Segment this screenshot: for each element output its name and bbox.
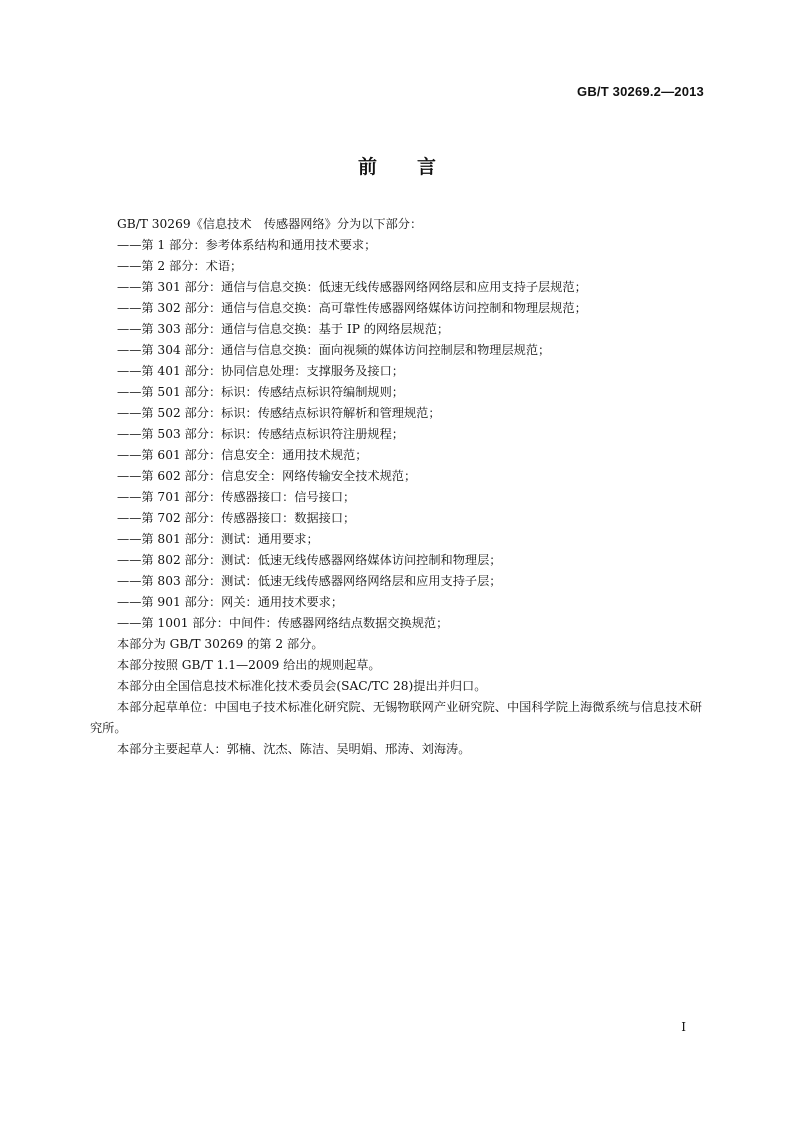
list-item: ——第 702 部分：传感器接口：数据接口； xyxy=(117,511,356,525)
list-item: ——第 901 部分：网关：通用技术要求； xyxy=(117,595,344,609)
list-item: ——第 304 部分：通信与信息交换：面向视频的媒体访问控制层和物理层规范； xyxy=(117,343,551,357)
intro-paragraph: GB/T 30269《信息技术 传感器网络》分为以下部分： xyxy=(117,217,423,231)
list-item: ——第 2 部分：术语； xyxy=(117,259,243,273)
list-item: ——第 1 部分：参考体系结构和通用技术要求； xyxy=(117,238,377,252)
statement-drafters: 本部分主要起草人：郭楠、沈杰、陈洁、吴明娟、邢涛、刘海涛。 xyxy=(117,742,471,756)
statement-proposed-by: 本部分由全国信息技术标准化技术委员会(SAC/TC 28)提出并归口。 xyxy=(117,679,487,693)
statement-drafting-rules: 本部分按照 GB/T 1.1—2009 给出的规则起草。 xyxy=(117,658,381,672)
list-item: ——第 401 部分：协同信息处理：支撑服务及接口； xyxy=(117,364,404,378)
page-title xyxy=(0,152,794,179)
title-char-2: 言 xyxy=(417,156,437,178)
list-item: ——第 701 部分：传感器接口：信号接口； xyxy=(117,490,356,504)
page-number: I xyxy=(681,1020,686,1034)
list-item: ——第 301 部分：通信与信息交换：低速无线传感器网络网络层和应用支持子层规范； xyxy=(117,280,587,294)
list-item: ——第 602 部分：信息安全：网络传输安全技术规范； xyxy=(117,469,417,483)
statement-part-of: 本部分为 GB/T 30269 的第 2 部分。 xyxy=(117,637,324,651)
list-item: ——第 302 部分：通信与信息交换：高可靠性传感器网络媒体访问控制和物理层规范； xyxy=(117,301,587,315)
list-item: ——第 802 部分：测试：低速无线传感器网络媒体访问控制和物理层； xyxy=(117,553,502,567)
standard-number: GB/T 30269.2—2013 xyxy=(577,84,704,99)
list-item: ——第 803 部分：测试：低速无线传感器网络网络层和应用支持子层； xyxy=(117,574,502,588)
list-item: ——第 501 部分：标识：传感结点标识符编制规则； xyxy=(117,385,404,399)
statement-drafting-units: 本部分起草单位：中国电子技术标准化研究院、无锡物联网产业研究院、中国科学院上海微系统与信息技术研究所。 xyxy=(90,700,702,735)
list-item: ——第 502 部分：标识：传感结点标识符解析和管理规范； xyxy=(117,406,441,420)
list-item: ——第 801 部分：测试：通用要求； xyxy=(117,532,319,546)
foreword-body xyxy=(90,214,710,760)
list-item: ——第 1001 部分：中间件：传感器网络结点数据交换规范； xyxy=(117,616,449,630)
list-item: ——第 303 部分：通信与信息交换：基于 IP 的网络层规范； xyxy=(117,322,450,336)
list-item: ——第 601 部分：信息安全：通用技术规范； xyxy=(117,448,368,462)
list-item: ——第 503 部分：标识：传感结点标识符注册规程； xyxy=(117,427,404,441)
title-char-1: 前 xyxy=(357,156,377,178)
